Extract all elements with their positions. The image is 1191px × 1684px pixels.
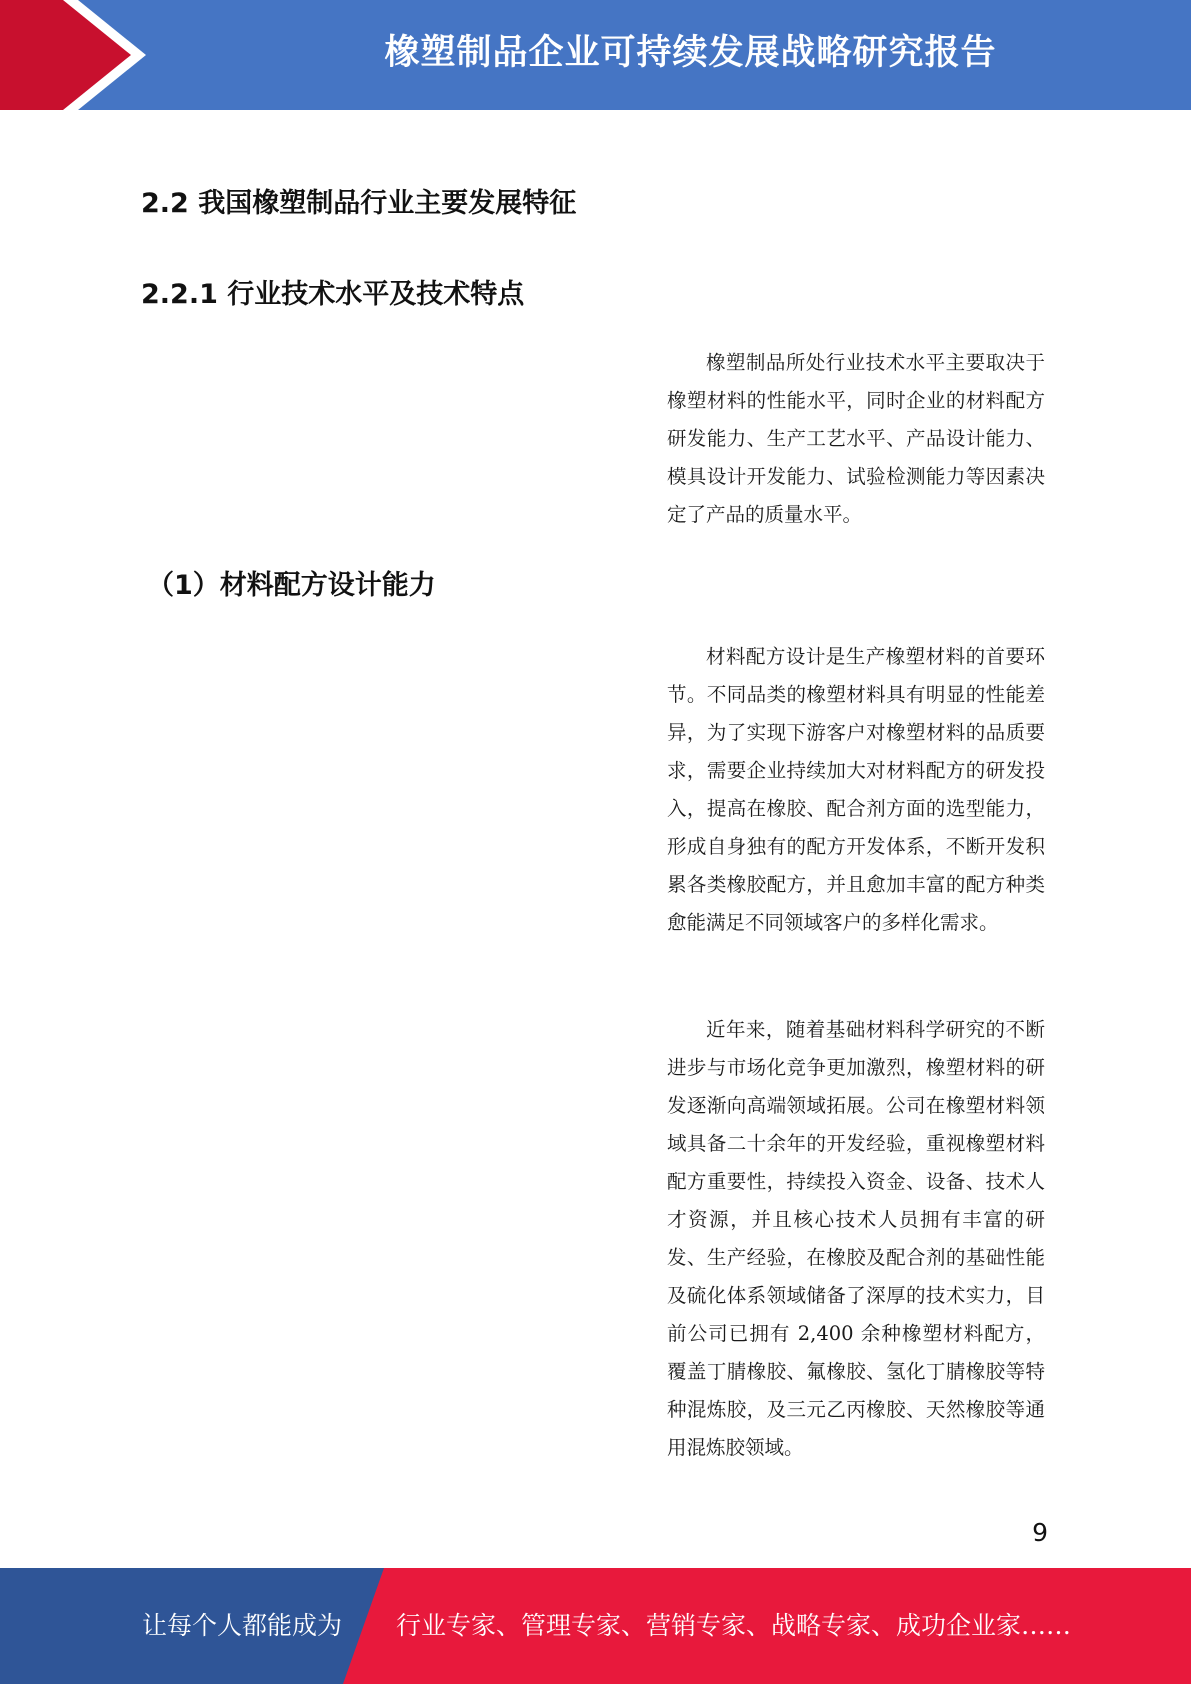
header-arrow-decoration xyxy=(0,0,160,110)
body-paragraph-2: 材料配方设计是生产橡塑材料的首要环节。不同品类的橡塑材料具有明显的性能差异，为了实现下游客户对橡塑材料的品质要求，需要企业持续加大对材料配方的研发投入，提高在橡胶、配合剂方面的选型能力，形成自身独有的配方开发体系，不断开发积累各类橡胶配方，并且愈加丰富的配方种类愈能满足不同领域客户的多样化需求。 xyxy=(667,645,1045,934)
page-number: 9 xyxy=(1032,1518,1048,1547)
footer-roles: 行业专家、管理专家、营销专家、战略专家、成功企业家…… xyxy=(396,1611,1072,1640)
header-banner xyxy=(0,0,1191,110)
report-title: 橡塑制品企业可持续发展战略研究报告 xyxy=(384,33,997,73)
subsection-heading: 2.2.1 行业技术水平及技术特点 xyxy=(141,279,525,310)
intro-paragraph: 橡塑制品所处行业技术水平主要取决于橡塑材料的性能水平，同时企业的材料配方研发能力、生产工艺水平、产品设计能力、模具设计开发能力、试验检测能力等因素决定了产品的质量水平。 xyxy=(667,351,1045,526)
footer-slogan: 让每个人都能成为 xyxy=(142,1611,343,1640)
footer-banner xyxy=(0,1568,1191,1684)
item-heading: （1）材料配方设计能力 xyxy=(147,570,436,601)
body-paragraph-3: 近年来，随着基础材料科学研究的不断进步与市场化竞争更加激烈，橡塑材料的研发逐渐向高端领域拓展。公司在橡塑材料领域具备二十余年的开发经验，重视橡塑材料配方重要性，持续投入资金、设备、技术人才资源，并且核心技术人员拥有丰富的研发、生产经验，在橡胶及配合剂的基础性能及硫化体系领域储备了深厚的技术实力，目前公司已拥有 2,400 余种橡塑材料配方，覆盖丁腈橡胶、氟橡胶、氢化丁腈橡胶等特种混炼胶，及三元乙丙橡胶、天然橡胶等通用混炼胶领域。 xyxy=(667,1018,1045,1459)
section-heading: 2.2 我国橡塑制品行业主要发展特征 xyxy=(141,188,577,219)
